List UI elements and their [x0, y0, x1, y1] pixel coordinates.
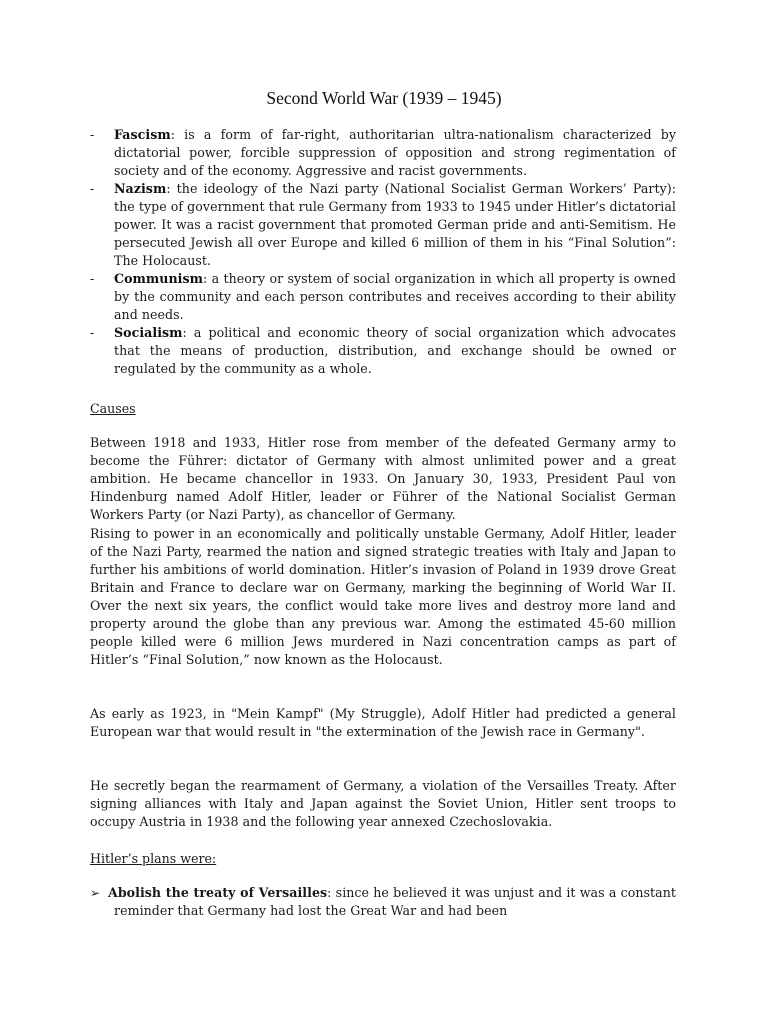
- paragraph-hitler-rise: Between 1918 and 1933, Hitler rose from member of the defeated Germany army to become the Führer: dictator of Germany with almost unlimited power and a great ambition. He became chancellor in 1933. On January 30, 1933, President Paul von Hindenburg named Adolf Hitler, leader or Führer of the National Socialist German Workers Party (or Nazi Party), as chancellor of Germany.: [90, 435, 676, 522]
- list-bullet: -: [90, 271, 95, 286]
- list-bullet: -: [90, 325, 95, 340]
- definition-text: : a political and economic theory of social organization which advocates that the means of production, distribution, and exchange should be owned or regulated by the community as a whole.: [114, 325, 676, 376]
- section-heading-plans: Hitler’s plans were:: [90, 851, 217, 866]
- definition-term: Fascism: [114, 127, 171, 142]
- paragraph-rising-to-power: Rising to power in an economically and politically unstable Germany, Adolf Hitler, leader of the Nazi Party, rearmed the nation and signed strategic treaties with Italy and Japan to further his ambitions of world domination. Hitler’s invasion of Poland in 1939 drove Great Britain and France to declare war on Germany, marking the beginning of World War II. Over the next six years, the conflict would take more lives and destroy more land and property around the globe than any previous war. Among the estimated 45-60 million people killed were 6 million Jews murdered in Nazi concentration camps as part of Hitler’s “Final Solution,” now known as the Holocaust.: [90, 526, 676, 667]
- definition-item-socialism: [90, 324, 676, 378]
- list-bullet: -: [90, 127, 95, 142]
- definitions-list: [90, 126, 676, 378]
- arrow-bullet-icon: ➢: [90, 886, 101, 900]
- paragraph-mein-kampf: As early as 1923, in "Mein Kampf" (My Struggle), Adolf Hitler had predicted a general European war that would result in "the extermination of the Jewish race in Germany".: [90, 706, 676, 739]
- plan-text: : since he believed it was unjust and it was a constant reminder that Germany had lost the Great War and had been: [114, 885, 676, 918]
- section-heading-causes: Causes: [90, 401, 136, 416]
- paragraph-rearmament: He secretly began the rearmament of Germany, a violation of the Versailles Treaty. After signing alliances with Italy and Japan against the Soviet Union, Hitler sent troops to occupy Austria in 1938 and the following year annexed Czechoslovakia.: [90, 778, 676, 829]
- plan-term: Abolish the treaty of Versailles: [108, 885, 328, 900]
- list-bullet: -: [90, 181, 95, 196]
- definition-term: Communism: [114, 271, 204, 286]
- definition-text: : a theory or system of social organization in which all property is owned by the community and each person contributes and receives according to their ability and needs.: [114, 271, 676, 322]
- definition-term: Nazism: [114, 181, 167, 196]
- definition-term: Socialism: [114, 325, 183, 340]
- definition-item-fascism: [90, 126, 676, 180]
- definition-text: : the ideology of the Nazi party (National Socialist German Workers’ Party): the type of government that rule Germany from 1933 to 1945 under Hitler’s dictatorial power. It was a racist government that promoted German pride and anti-Semitism. He persecuted Jewish all over Europe and killed 6 million of them in his “Final Solution”: The Holocaust.: [114, 181, 677, 268]
- definition-item-nazism: [90, 180, 676, 270]
- definition-text: : is a form of far-right, authoritarian ultra-nationalism characterized by dictatorial power, forcible suppression of opposition and strong regimentation of society and of the economy. Aggressive and racist governments.: [114, 127, 676, 178]
- definition-item-communism: [90, 270, 676, 324]
- document-title: Second World War (1939 – 1945): [266, 88, 502, 108]
- plan-item-versailles: [90, 884, 676, 920]
